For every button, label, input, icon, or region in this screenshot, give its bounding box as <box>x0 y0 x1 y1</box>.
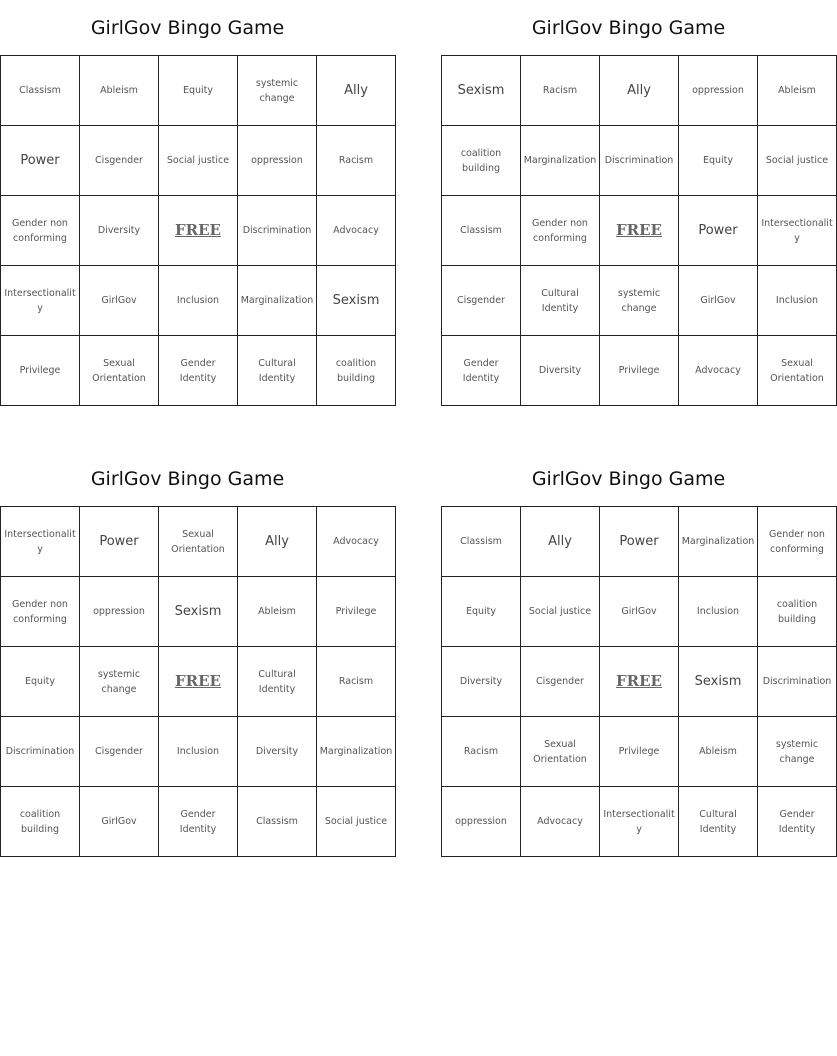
bingo-grid <box>0 55 396 406</box>
bingo-cell: Discrimination <box>238 196 317 266</box>
free-space: FREE <box>600 196 679 266</box>
bingo-card <box>441 12 833 406</box>
bingo-cell: Privilege <box>1 336 80 406</box>
bingo-cell: Diversity <box>238 717 317 787</box>
bingo-cell: Social justice <box>317 787 396 857</box>
bingo-cell: Gender Identity <box>758 787 837 857</box>
grid-row <box>1 336 396 406</box>
bingo-cell: Sexism <box>442 56 521 126</box>
grid-row <box>1 126 396 196</box>
bingo-cell: Ally <box>600 56 679 126</box>
grid-row <box>442 56 837 126</box>
bingo-cell: Gender non conforming <box>1 196 80 266</box>
bingo-cell: oppression <box>238 126 317 196</box>
card-title: GirlGov Bingo Game <box>531 468 726 490</box>
bingo-cell: Racism <box>317 126 396 196</box>
bingo-cell: oppression <box>442 787 521 857</box>
grid-row <box>442 196 837 266</box>
bingo-cell: Cisgender <box>442 266 521 336</box>
bingo-cell: Privilege <box>600 336 679 406</box>
grid-row <box>1 787 396 857</box>
bingo-cell: Sexual Orientation <box>159 507 238 577</box>
grid-row <box>442 577 837 647</box>
bingo-cell: oppression <box>679 56 758 126</box>
bingo-grid <box>0 506 396 857</box>
bingo-cell: GirlGov <box>600 577 679 647</box>
bingo-cell: Inclusion <box>758 266 837 336</box>
free-space: FREE <box>159 196 238 266</box>
bingo-cell: Inclusion <box>679 577 758 647</box>
bingo-cell: Diversity <box>521 336 600 406</box>
bingo-cell: Advocacy <box>317 507 396 577</box>
bingo-cell: Privilege <box>317 577 396 647</box>
bingo-cell: Gender non conforming <box>758 507 837 577</box>
bingo-cell: GirlGov <box>80 266 159 336</box>
bingo-cell: coalition building <box>758 577 837 647</box>
free-space: FREE <box>600 647 679 717</box>
bingo-cell: Sexual Orientation <box>521 717 600 787</box>
bingo-cell: Marginalization <box>238 266 317 336</box>
bingo-cell: Gender non conforming <box>521 196 600 266</box>
bingo-cell: Diversity <box>80 196 159 266</box>
bingo-cell: Classism <box>442 507 521 577</box>
bingo-cell: Gender Identity <box>442 336 521 406</box>
bingo-grid <box>441 506 837 857</box>
bingo-cell: coalition building <box>442 126 521 196</box>
grid-row <box>442 647 837 717</box>
bingo-cell: Equity <box>442 577 521 647</box>
bingo-cell: Classism <box>238 787 317 857</box>
bingo-cell: GirlGov <box>679 266 758 336</box>
bingo-cell: Sexism <box>159 577 238 647</box>
bingo-cell: Discrimination <box>1 717 80 787</box>
bingo-cell: Social justice <box>159 126 238 196</box>
bingo-cell: coalition building <box>317 336 396 406</box>
bingo-cell: systemic change <box>80 647 159 717</box>
bingo-cell: Privilege <box>600 717 679 787</box>
bingo-cell: Advocacy <box>521 787 600 857</box>
bingo-cell: Discrimination <box>600 126 679 196</box>
bingo-cell: Cisgender <box>521 647 600 717</box>
bingo-cell: Classism <box>1 56 80 126</box>
grid-row <box>442 507 837 577</box>
bingo-cell: Equity <box>1 647 80 717</box>
bingo-cell: Ally <box>238 507 317 577</box>
bingo-cell: Advocacy <box>679 336 758 406</box>
bingo-card <box>441 463 832 857</box>
grid-row <box>1 507 396 577</box>
bingo-cell: Ableism <box>679 717 758 787</box>
bingo-cell: Inclusion <box>159 266 238 336</box>
bingo-cell: Intersectionality <box>758 196 837 266</box>
bingo-cell: Racism <box>442 717 521 787</box>
bingo-cell: Sexual Orientation <box>758 336 837 406</box>
bingo-cell: systemic change <box>600 266 679 336</box>
card-title: GirlGov Bingo Game <box>531 17 726 39</box>
grid-row <box>442 787 837 857</box>
grid-row <box>442 717 837 787</box>
bingo-cell: Sexism <box>679 647 758 717</box>
bingo-cell: Social justice <box>758 126 837 196</box>
bingo-cell: Ally <box>317 56 396 126</box>
bingo-cell: Equity <box>159 56 238 126</box>
bingo-cell: oppression <box>80 577 159 647</box>
bingo-cell: Power <box>1 126 80 196</box>
bingo-cell: Ableism <box>238 577 317 647</box>
card-title: GirlGov Bingo Game <box>90 17 285 39</box>
bingo-cell: Racism <box>317 647 396 717</box>
bingo-cell: Cultural Identity <box>238 647 317 717</box>
card-title: GirlGov Bingo Game <box>90 468 285 490</box>
bingo-cell: Intersectionality <box>600 787 679 857</box>
bingo-cell: Sexism <box>317 266 396 336</box>
grid-row <box>1 196 396 266</box>
bingo-cell: GirlGov <box>80 787 159 857</box>
grid-row <box>1 717 396 787</box>
bingo-cell: Gender Identity <box>159 787 238 857</box>
grid-row <box>1 266 396 336</box>
bingo-cell: Inclusion <box>159 717 238 787</box>
grid-row <box>442 336 837 406</box>
bingo-cell: coalition building <box>1 787 80 857</box>
free-space: FREE <box>159 647 238 717</box>
bingo-cell: Power <box>80 507 159 577</box>
bingo-cell: Diversity <box>442 647 521 717</box>
bingo-cell: Classism <box>442 196 521 266</box>
bingo-cell: Ally <box>521 507 600 577</box>
bingo-cell: Ableism <box>758 56 837 126</box>
bingo-cell: Ableism <box>80 56 159 126</box>
bingo-cell: systemic change <box>238 56 317 126</box>
bingo-cell: Intersectionality <box>1 507 80 577</box>
bingo-cell: Gender non conforming <box>1 577 80 647</box>
bingo-cell: Equity <box>679 126 758 196</box>
grid-row <box>442 126 837 196</box>
bingo-cell: Advocacy <box>317 196 396 266</box>
bingo-grid <box>441 55 837 406</box>
bingo-cell: Cisgender <box>80 126 159 196</box>
bingo-cell: Cultural Identity <box>238 336 317 406</box>
bingo-cell: Marginalization <box>521 126 600 196</box>
bingo-cell: systemic change <box>758 717 837 787</box>
bingo-cell: Marginalization <box>317 717 396 787</box>
bingo-cell: Gender Identity <box>159 336 238 406</box>
bingo-cell: Sexual Orientation <box>80 336 159 406</box>
bingo-cell: Discrimination <box>758 647 837 717</box>
grid-row <box>1 647 396 717</box>
bingo-cell: Marginalization <box>679 507 758 577</box>
grid-row <box>1 577 396 647</box>
bingo-cell: Cisgender <box>80 717 159 787</box>
bingo-card <box>0 463 393 857</box>
bingo-cell: Intersectionality <box>1 266 80 336</box>
grid-row <box>1 56 396 126</box>
bingo-cell: Power <box>600 507 679 577</box>
bingo-card <box>0 12 380 406</box>
bingo-cell: Cultural Identity <box>521 266 600 336</box>
bingo-cell: Power <box>679 196 758 266</box>
bingo-cell: Social justice <box>521 577 600 647</box>
bingo-cell: Racism <box>521 56 600 126</box>
bingo-cell: Cultural Identity <box>679 787 758 857</box>
grid-row <box>442 266 837 336</box>
